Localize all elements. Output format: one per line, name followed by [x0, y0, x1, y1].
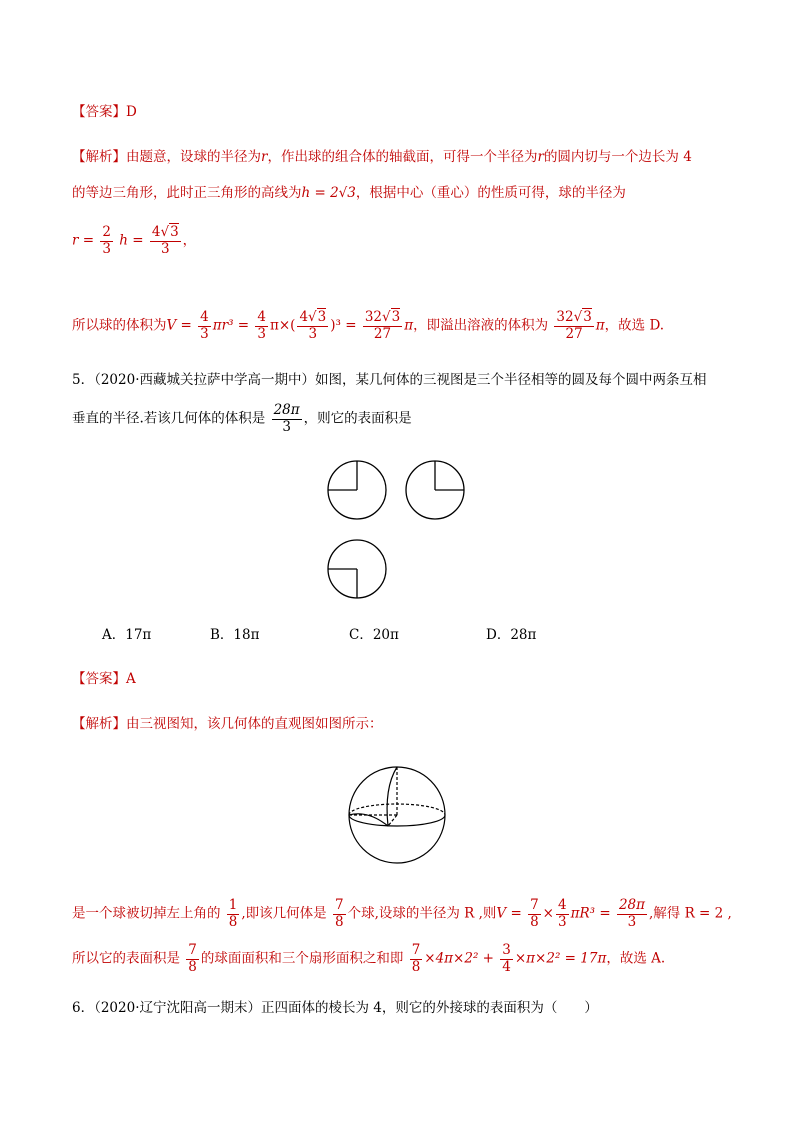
- fraction: [528, 898, 541, 930]
- q5-stem-text: ，则它的表面积是: [303, 410, 412, 427]
- fraction-den: 3: [257, 325, 266, 342]
- answer-value: D: [126, 104, 137, 120]
- coef: 32: [556, 309, 574, 325]
- radicand: 3: [170, 224, 179, 240]
- fraction: [410, 943, 423, 975]
- math-expr: ×4π×2² +: [424, 950, 494, 967]
- fraction: [617, 898, 647, 930]
- q6-stem: 6．（2020·辽宁沈阳高一期末）正四面体的棱长为 4，则它的外接球的表面积为（ ）: [72, 1000, 598, 1016]
- coef: 32: [364, 309, 383, 325]
- punct: ，: [182, 232, 197, 249]
- analysis-text: ，故选 D.: [604, 317, 665, 334]
- fraction-den: 8: [188, 958, 197, 975]
- fraction-num: 32√3: [556, 309, 592, 325]
- analysis-text: ，故选 A.: [606, 950, 666, 967]
- fraction: [556, 898, 569, 930]
- fraction-num: 7: [411, 942, 421, 958]
- answer-tag: 【答案】: [72, 671, 126, 687]
- math-expr: )³ =: [330, 317, 357, 334]
- fraction-den: 8: [334, 913, 344, 930]
- fraction-den: 3: [282, 418, 291, 435]
- fraction-num: 2: [102, 224, 111, 240]
- fraction-den: 3: [102, 240, 111, 257]
- analysis-text: 是一个球被切掉左上角的: [72, 905, 221, 922]
- fraction-den: 3: [200, 325, 209, 342]
- math-expr: πR³ =: [570, 905, 611, 922]
- analysis-text: ,解得 R = 2 ,: [649, 905, 732, 922]
- analysis-text: 的等边三角形，此时正三角形的高线为: [72, 185, 302, 201]
- coef: 4: [299, 309, 309, 325]
- fraction-den: 8: [228, 913, 238, 930]
- math-expr: π: [595, 317, 605, 334]
- math-expr: V =: [166, 317, 192, 334]
- fraction-den: 3: [160, 240, 170, 257]
- answer-value: A: [126, 671, 136, 687]
- analysis-line-7: [72, 943, 665, 975]
- fraction-num: 4: [257, 309, 266, 325]
- option-c[interactable]: C．20π: [349, 627, 399, 643]
- analysis-line-6: [72, 898, 732, 930]
- math-expr: r =: [72, 232, 95, 249]
- analysis-tag: 【解析】: [72, 149, 126, 165]
- fraction: [333, 898, 346, 930]
- fraction-num: 4√3: [151, 224, 179, 240]
- fraction: [500, 943, 513, 975]
- analysis-text: 所以它的表面积是: [72, 950, 180, 967]
- math-expr: π: [404, 317, 414, 334]
- fraction-den: 3: [308, 325, 318, 342]
- analysis-text: ,即该几何体是: [241, 905, 327, 922]
- math-expr: πr³ =: [212, 317, 250, 334]
- option-b[interactable]: B．18π: [210, 627, 260, 643]
- q5-stem-line-1: 5．（2020·西藏城关拉萨中学高一期中）如图，某几何体的三视图是三个半径相等的圆及每个圆中两条互相: [72, 372, 707, 388]
- fraction-den: 27: [565, 325, 583, 342]
- analysis-text: 所以球的体积为: [72, 317, 167, 334]
- fraction-num: 7: [334, 897, 344, 913]
- analysis-text: ，根据中心（重心）的性质可得，球的半径为: [355, 185, 626, 201]
- analysis-text: 由三视图知，该几何体的直观图如图所示：: [126, 716, 383, 732]
- fraction-num: 32√3: [364, 309, 401, 325]
- fraction-den: 3: [557, 913, 567, 930]
- math-var: r: [537, 149, 544, 165]
- fraction-den: 27: [373, 325, 392, 342]
- analysis-text: ，即溢出溶液的体积为: [413, 317, 549, 334]
- fraction-num: 7: [188, 942, 197, 958]
- math-expr: π×(: [269, 317, 296, 334]
- analysis-tag: 【解析】: [72, 716, 126, 732]
- q5-stem-text: 垂直的半径.若该几何体的体积是: [72, 410, 266, 427]
- analysis-text: 个球,设球的半径为 R ,则: [347, 905, 497, 922]
- analysis-text: 的球面面积和三个扇形面积之和即: [200, 950, 404, 967]
- fraction-num: 3: [502, 942, 511, 958]
- radicand: 3: [583, 309, 592, 325]
- math-expr: ×: [542, 905, 554, 922]
- fraction: [227, 898, 240, 930]
- fraction: [186, 943, 199, 975]
- math-expr: h =: [119, 232, 144, 249]
- analysis-text: 由题意，设球的半径为: [126, 149, 261, 165]
- option-a[interactable]: A．17π: [102, 627, 152, 643]
- math-expr: h = 2√3: [301, 185, 356, 201]
- fraction-num: 4: [557, 897, 567, 913]
- option-d[interactable]: D．28π: [486, 627, 537, 643]
- equator-front: [349, 815, 445, 826]
- analysis-text: 的圆内切与一个边长为 4: [543, 149, 692, 165]
- fraction-num: 28π: [273, 402, 300, 418]
- math-var: r: [261, 149, 268, 165]
- fraction-den: 4: [502, 958, 511, 975]
- radicand: 3: [391, 309, 401, 325]
- fraction-num: 28π: [618, 897, 645, 913]
- fraction-num: 4: [200, 309, 209, 325]
- answer-tag: 【答案】: [72, 104, 126, 120]
- fraction-num: 7: [530, 897, 539, 913]
- fraction-num: 1: [228, 897, 238, 913]
- coef: 4: [151, 224, 161, 240]
- radicand: 3: [317, 309, 327, 325]
- fraction-num: 4√3: [299, 309, 327, 325]
- front-radius: [388, 815, 397, 826]
- math-expr: V =: [496, 905, 522, 922]
- analysis-text: ，作出球的组合体的轴截面，可得一个半径为: [267, 149, 538, 165]
- math-expr: ×π×2² = 17π: [514, 950, 607, 967]
- fraction-den: 8: [530, 913, 539, 930]
- fraction-den: 8: [411, 958, 421, 975]
- fraction-den: 3: [627, 913, 637, 930]
